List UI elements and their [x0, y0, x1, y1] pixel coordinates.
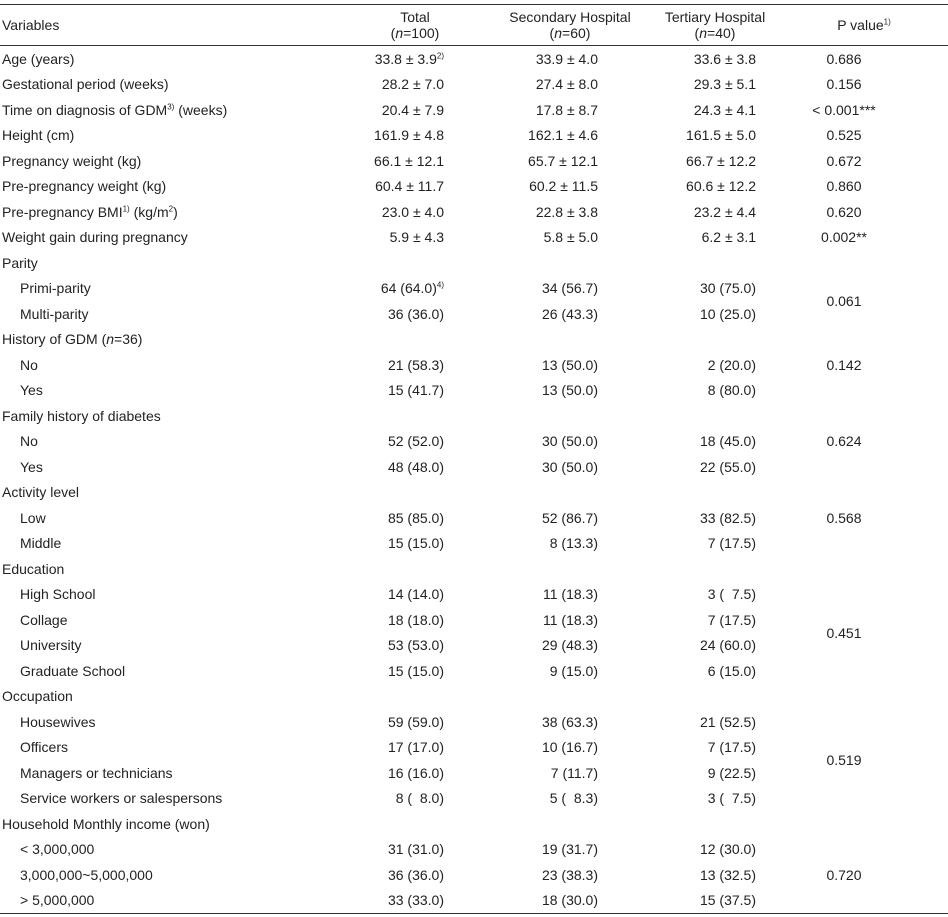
pvalue-cell: 0.568	[826, 509, 862, 526]
total-value: 33.8 ± 3.9	[374, 50, 437, 67]
pvalue-cell: 0.672	[826, 152, 862, 169]
row-label-text: Pre-pregnancy BMI	[2, 203, 123, 220]
pvalue-cell: 0.720	[826, 866, 862, 883]
row-label: Collage	[20, 611, 68, 628]
tertiary-cell: 33.6 ± 3.8	[693, 50, 756, 67]
row-label: Multi-parity	[20, 305, 89, 322]
header-secondary-label: Secondary Hospital	[509, 9, 631, 25]
pvalue-cell: 0.686	[826, 50, 862, 67]
table-row	[0, 276, 948, 302]
group-label: Occupation	[2, 688, 73, 705]
tertiary-cell: 3 ( 7.5)	[707, 586, 756, 603]
tertiary-cell: 7 (17.5)	[707, 739, 756, 756]
row-label: 3,000,000~5,000,000	[20, 866, 153, 883]
total-cell: 66.1 ± 12.1	[374, 152, 444, 169]
group-header-row	[0, 556, 948, 582]
group-header-row	[0, 811, 948, 837]
row-label: No	[20, 356, 38, 373]
row-label: High School	[20, 586, 96, 603]
total-cell: 15 (15.0)	[387, 535, 444, 552]
tertiary-cell: 30 (75.0)	[699, 280, 756, 297]
total-cell: 53 (53.0)	[387, 637, 444, 654]
row-label: University	[20, 637, 82, 654]
total-cell: 20.4 ± 7.9	[381, 101, 444, 118]
total-cell: 18 (18.0)	[387, 611, 444, 628]
secondary-cell: 19 (31.7)	[541, 841, 598, 858]
secondary-cell: 22.8 ± 3.8	[535, 203, 598, 220]
pvalue-cell: 0.061	[826, 293, 862, 309]
secondary-cell: 65.7 ± 12.1	[528, 152, 598, 169]
group-header-row	[0, 403, 948, 429]
header-pvalue-label: P value	[837, 17, 884, 33]
secondary-cell: 10 (16.7)	[541, 739, 598, 756]
row-label: Middle	[20, 535, 62, 552]
row-label: Gestational period (weeks)	[2, 76, 169, 93]
group-label-n: n	[106, 331, 115, 348]
pvalue-cell: 0.519	[826, 752, 862, 768]
pvalue-cell: 0.624	[826, 433, 862, 450]
total-cell: 23.0 ± 4.0	[381, 203, 444, 220]
total-cell: 5.9 ± 4.3	[389, 229, 444, 246]
row-label: < 3,000,000	[20, 841, 95, 858]
tertiary-cell: 66.7 ± 12.2	[686, 152, 756, 169]
total-cell: 36 (36.0)	[387, 305, 444, 322]
total-cell: 85 (85.0)	[387, 509, 444, 526]
total-cell: 161.9 ± 4.8	[374, 127, 444, 144]
table-row	[0, 72, 948, 98]
group-header-row	[0, 684, 948, 710]
header-tertiary-n: (n=40)	[694, 25, 736, 41]
row-label: Managers or technicians	[20, 764, 173, 781]
secondary-cell: 7 (11.7)	[550, 764, 598, 781]
pvalue-cell: 0.451	[826, 624, 862, 641]
secondary-cell: 11 (18.3)	[543, 586, 598, 603]
row-label: Graduate School	[20, 662, 126, 679]
row-label: Pre-pregnancy weight (kg)	[2, 178, 167, 195]
pvalue-cell: 0.156	[826, 76, 862, 93]
secondary-cell: 27.4 ± 8.0	[535, 76, 598, 93]
pvalue-cell: < 0.001***	[812, 101, 876, 118]
secondary-cell: 38 (63.3)	[541, 713, 598, 730]
total-cell	[340, 46, 490, 72]
row-label: Weight gain during pregnancy	[2, 229, 188, 246]
tertiary-cell: 15 (37.5)	[699, 892, 756, 909]
total-cell: 60.4 ± 11.7	[375, 178, 444, 195]
header-secondary	[490, 5, 650, 46]
total-cell: 15 (41.7)	[387, 382, 444, 399]
total-cell: 16 (16.0)	[387, 764, 444, 781]
header-tertiary	[650, 5, 780, 46]
secondary-cell: 18 (30.0)	[541, 892, 598, 909]
table-row	[0, 352, 948, 378]
row-label: Housewives	[20, 713, 96, 730]
table-row	[0, 174, 948, 200]
row-label: Primi-parity	[20, 280, 91, 297]
table-row	[0, 505, 948, 531]
table-row	[0, 454, 948, 480]
pvalue-cell: 0.525	[826, 127, 862, 144]
tertiary-cell: 6 (15.0)	[707, 662, 756, 679]
tertiary-cell: 3 ( 7.5)	[707, 790, 756, 807]
row-label: No	[20, 433, 38, 450]
total-footnote: 2)	[436, 51, 444, 61]
total-cell: 28.2 ± 7.0	[381, 76, 444, 93]
tertiary-cell: 7 (17.5)	[707, 611, 756, 628]
row-label: > 5,000,000	[20, 892, 95, 909]
table-row	[0, 429, 948, 455]
header-secondary-n: (n=60)	[549, 25, 591, 41]
group-label: Activity level	[2, 484, 80, 501]
characteristics-table	[0, 4, 948, 914]
group-header-row	[0, 327, 948, 353]
total-cell: 17 (17.0)	[387, 739, 444, 756]
pvalue-cell: 0.142	[826, 356, 862, 373]
total-cell: 21 (58.3)	[387, 356, 444, 373]
table-header-row	[0, 5, 948, 46]
total-value: 64 (64.0)	[380, 280, 437, 297]
total-cell: 52 (52.0)	[387, 433, 444, 450]
secondary-cell: 5.8 ± 5.0	[543, 229, 598, 246]
row-label: Yes	[20, 458, 43, 475]
total-cell: 15 (15.0)	[387, 662, 444, 679]
table-row	[0, 123, 948, 149]
tertiary-cell: 22 (55.0)	[699, 458, 756, 475]
tertiary-cell: 29.3 ± 5.1	[693, 76, 756, 93]
secondary-cell: 13 (50.0)	[541, 382, 598, 399]
total-cell: 59 (59.0)	[387, 713, 444, 730]
secondary-cell: 8 (13.3)	[549, 535, 598, 552]
tertiary-cell: 23.2 ± 4.4	[693, 203, 756, 220]
total-cell: 48 (48.0)	[387, 458, 444, 475]
table-row	[0, 148, 948, 174]
group-label: Household Monthly income (won)	[2, 815, 210, 832]
secondary-cell: 162.1 ± 4.6	[528, 127, 598, 144]
group-label-text: History of GDM (	[2, 331, 107, 348]
tertiary-cell: 9 (22.5)	[707, 764, 756, 781]
row-label-close: )	[173, 203, 178, 220]
row-label: Pregnancy weight (kg)	[2, 152, 142, 169]
header-total-label: Total	[400, 9, 430, 25]
row-label: Officers	[20, 739, 68, 756]
tertiary-cell: 161.5 ± 5.0	[686, 127, 756, 144]
row-label: Service workers or salespersons	[20, 790, 223, 807]
header-total-n: (n=100)	[390, 25, 440, 41]
tertiary-cell: 33 (82.5)	[699, 509, 756, 526]
total-cell: 8 ( 8.0)	[395, 790, 444, 807]
row-label: Age (years)	[2, 50, 75, 67]
header-pvalue-footnote: 1)	[883, 17, 891, 27]
group-label: Family history of diabetes	[2, 407, 161, 424]
secondary-cell: 34 (56.7)	[541, 280, 598, 297]
tertiary-cell: 10 (25.0)	[699, 305, 756, 322]
row-label-unit: (kg/m	[129, 203, 169, 220]
tertiary-cell: 8 (80.0)	[707, 382, 756, 399]
table-row	[0, 97, 948, 123]
tertiary-cell: 6.2 ± 3.1	[701, 229, 756, 246]
tertiary-cell: 18 (45.0)	[699, 433, 756, 450]
secondary-cell: 60.2 ± 11.5	[529, 178, 598, 195]
total-cell: 31 (31.0)	[387, 841, 444, 858]
pvalue-cell: 0.620	[826, 203, 862, 220]
pvalue-cell: 0.860	[826, 178, 862, 195]
table-row	[0, 531, 948, 557]
secondary-cell: 11 (18.3)	[543, 611, 598, 628]
table-row	[0, 378, 948, 404]
row-label: Height (cm)	[2, 127, 75, 144]
row-label-exponent: 2	[168, 204, 174, 214]
group-header-row	[0, 250, 948, 276]
header-total	[340, 5, 490, 46]
total-cell	[340, 276, 490, 302]
secondary-cell: 17.8 ± 8.7	[535, 101, 598, 118]
pvalue-cell: 0.002**	[821, 229, 867, 246]
secondary-cell: 29 (48.3)	[541, 637, 598, 654]
row-label: Yes	[20, 382, 43, 399]
total-cell: 33 (33.0)	[387, 892, 444, 909]
tertiary-cell: 13 (32.5)	[699, 866, 756, 883]
table-row	[0, 46, 948, 72]
group-label: Parity	[2, 254, 38, 271]
row-label-footnote: 1)	[122, 204, 130, 214]
tertiary-cell: 2 (20.0)	[707, 356, 756, 373]
row-label-unit: (weeks)	[174, 101, 228, 118]
total-cell: 36 (36.0)	[387, 866, 444, 883]
table-row	[0, 709, 948, 735]
table-row	[0, 199, 948, 225]
row-label: Low	[20, 509, 46, 526]
tertiary-cell: 21 (52.5)	[699, 713, 756, 730]
secondary-cell: 23 (38.3)	[541, 866, 598, 883]
group-header-row	[0, 480, 948, 506]
table-row	[0, 225, 948, 251]
tertiary-cell: 12 (30.0)	[699, 841, 756, 858]
row-label	[0, 199, 340, 225]
row-label-footnote: 3)	[167, 102, 175, 112]
group-label-count: =36)	[114, 331, 143, 348]
group-label	[0, 327, 340, 353]
header-pvalue	[780, 5, 948, 46]
secondary-cell: 13 (50.0)	[541, 356, 598, 373]
total-footnote: 4)	[436, 280, 444, 290]
secondary-cell: 26 (43.3)	[541, 305, 598, 322]
row-label	[0, 97, 340, 123]
total-cell: 14 (14.0)	[387, 586, 444, 603]
tertiary-cell: 24 (60.0)	[699, 637, 756, 654]
tertiary-cell: 60.6 ± 12.2	[686, 178, 756, 195]
tertiary-cell: 24.3 ± 4.1	[693, 101, 756, 118]
tertiary-cell: 7 (17.5)	[707, 535, 756, 552]
row-label-text: Time on diagnosis of GDM	[2, 101, 168, 118]
table-row	[0, 582, 948, 608]
header-variables: Variables	[0, 5, 340, 46]
group-label: Education	[2, 560, 65, 577]
secondary-cell: 9 (15.0)	[549, 662, 598, 679]
secondary-cell: 30 (50.0)	[541, 458, 598, 475]
secondary-cell: 5 ( 8.3)	[549, 790, 598, 807]
secondary-cell: 30 (50.0)	[541, 433, 598, 450]
secondary-cell: 52 (86.7)	[541, 509, 598, 526]
secondary-cell: 33.9 ± 4.0	[535, 50, 598, 67]
header-tertiary-label: Tertiary Hospital	[664, 9, 766, 25]
table-row	[0, 837, 948, 863]
